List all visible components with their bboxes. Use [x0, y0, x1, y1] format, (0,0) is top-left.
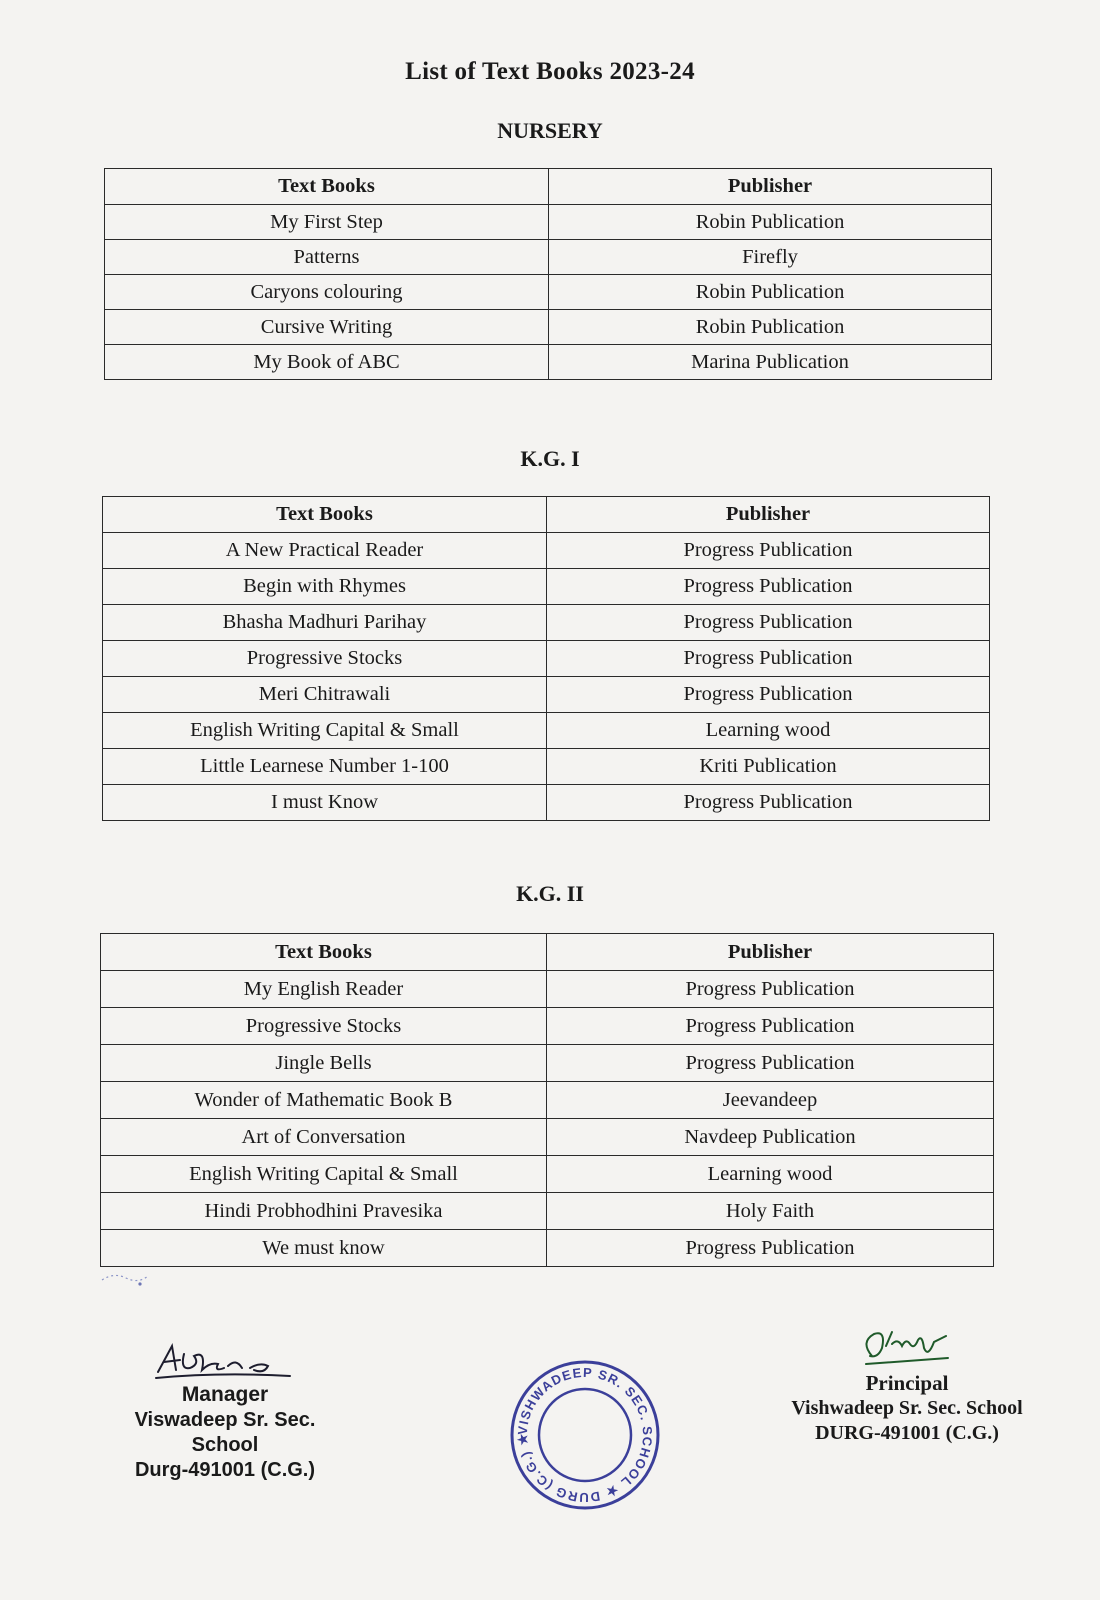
table-row	[105, 345, 992, 380]
book-cell: Little Learnese Number 1-100	[103, 749, 547, 785]
table-header-row	[103, 497, 990, 533]
table-row	[101, 971, 994, 1008]
table-row	[105, 310, 992, 345]
book-cell: Hindi Probhodhini Pravesika	[101, 1193, 547, 1230]
table-row	[103, 533, 990, 569]
table-row	[103, 569, 990, 605]
publisher-cell: Learning wood	[547, 713, 990, 749]
page-title: List of Text Books 2023-24	[405, 58, 695, 85]
book-cell: Patterns	[105, 240, 549, 275]
table-header-row	[101, 934, 994, 971]
header-text-books: Text Books	[103, 497, 547, 533]
book-cell: Bhasha Madhuri Parihay	[103, 605, 547, 641]
table-row	[103, 605, 990, 641]
table-row	[101, 1230, 994, 1267]
principal-address: DURG-491001 (C.G.)	[815, 1422, 999, 1445]
book-cell: Art of Conversation	[101, 1119, 547, 1156]
book-cell: A New Practical Reader	[103, 533, 547, 569]
section-heading-nursery: NURSERY	[497, 118, 603, 143]
book-cell: English Writing Capital & Small	[103, 713, 547, 749]
book-cell: Caryons colouring	[105, 275, 549, 310]
manager-signature	[150, 1340, 300, 1382]
manager-role: Manager	[181, 1383, 269, 1406]
table-row	[105, 240, 992, 275]
principal-signature	[852, 1322, 962, 1370]
seal-text: VISHWADEEP SR. SEC. SCHOOL ★ DURG (C.G.) ★	[514, 1364, 656, 1506]
publisher-cell: Progress Publication	[547, 605, 990, 641]
publisher-cell: Progress Publication	[547, 1008, 994, 1045]
publisher-cell: Progress Publication	[547, 785, 990, 821]
school-seal	[508, 1358, 662, 1512]
section-heading-kg2: K.G. II	[516, 881, 584, 906]
table-row	[103, 749, 990, 785]
publisher-cell: Progress Publication	[547, 1230, 994, 1267]
book-cell: Progressive Stocks	[101, 1008, 547, 1045]
book-cell: Meri Chitrawali	[103, 677, 547, 713]
publisher-cell: Progress Publication	[547, 677, 990, 713]
publisher-cell: Progress Publication	[547, 569, 990, 605]
publisher-cell: Progress Publication	[547, 1045, 994, 1082]
principal-signature-block	[772, 1322, 1042, 1446]
publisher-cell: Marina Publication	[549, 345, 992, 380]
table-row	[101, 1045, 994, 1082]
publisher-cell: Navdeep Publication	[547, 1119, 994, 1156]
nursery-books-table	[104, 168, 992, 380]
principal-school: Vishwadeep Sr. Sec. School	[791, 1397, 1023, 1420]
manager-signature-block	[100, 1340, 350, 1483]
kg1-books-table	[102, 496, 990, 821]
ink-smudge	[100, 1262, 160, 1292]
book-cell: Begin with Rhymes	[103, 569, 547, 605]
publisher-cell: Robin Publication	[549, 205, 992, 240]
table-row	[105, 275, 992, 310]
manager-address: Durg-491001 (C.G.)	[134, 1459, 316, 1482]
publisher-cell: Holy Faith	[547, 1193, 994, 1230]
publisher-cell: Progress Publication	[547, 971, 994, 1008]
svg-text:VISHWADEEP SR. SEC. SCHOOL ★ D	[515, 1365, 655, 1505]
book-cell: We must know	[101, 1230, 547, 1267]
book-cell: Wonder of Mathematic Book B	[101, 1082, 547, 1119]
kg2-books-table	[100, 933, 994, 1267]
table-row	[101, 1082, 994, 1119]
book-cell: English Writing Capital & Small	[101, 1156, 547, 1193]
table-row	[105, 205, 992, 240]
book-cell: My Book of ABC	[105, 345, 549, 380]
table-row	[101, 1156, 994, 1193]
publisher-cell: Progress Publication	[547, 641, 990, 677]
publisher-cell: Firefly	[549, 240, 992, 275]
header-publisher: Publisher	[547, 497, 990, 533]
header-text-books: Text Books	[101, 934, 547, 971]
table-row	[101, 1008, 994, 1045]
table-row	[101, 1119, 994, 1156]
book-cell: My First Step	[105, 205, 549, 240]
publisher-cell: Jeevandeep	[547, 1082, 994, 1119]
table-row	[103, 713, 990, 749]
publisher-cell: Progress Publication	[547, 533, 990, 569]
header-publisher: Publisher	[547, 934, 994, 971]
book-cell: Progressive Stocks	[103, 641, 547, 677]
publisher-cell: Learning wood	[547, 1156, 994, 1193]
publisher-cell: Robin Publication	[549, 275, 992, 310]
book-cell: I must Know	[103, 785, 547, 821]
table-row	[103, 677, 990, 713]
table-row	[101, 1193, 994, 1230]
table-row	[103, 641, 990, 677]
header-text-books: Text Books	[105, 169, 549, 205]
manager-school: Viswadeep Sr. Sec. School	[134, 1409, 316, 1457]
header-publisher: Publisher	[549, 169, 992, 205]
book-cell: Cursive Writing	[105, 310, 549, 345]
book-cell: My English Reader	[101, 971, 547, 1008]
publisher-cell: Kriti Publication	[547, 749, 990, 785]
section-heading-kg1: K.G. I	[520, 446, 580, 471]
table-header-row	[105, 169, 992, 205]
book-cell: Jingle Bells	[101, 1045, 547, 1082]
principal-role: Principal	[865, 1371, 949, 1395]
table-row	[103, 785, 990, 821]
publisher-cell: Robin Publication	[549, 310, 992, 345]
